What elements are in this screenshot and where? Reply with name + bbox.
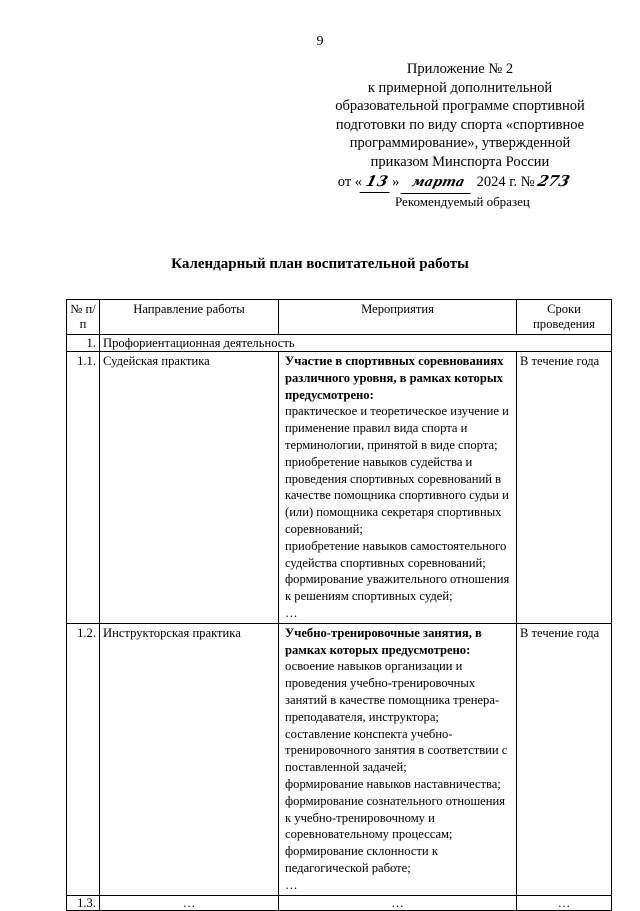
events-item: составление конспекта учебно-тренировочного занятия в соответствии с поставленной задачей; xyxy=(285,726,508,775)
events-item: формирование склонности к педагогической работе; xyxy=(285,844,438,875)
header-events: Мероприятия xyxy=(279,300,517,335)
handwritten-order-number: 273 xyxy=(536,171,572,190)
handwritten-month: марта xyxy=(400,174,475,194)
row-terms: … xyxy=(517,895,612,910)
row-num: 1.3. xyxy=(67,895,100,910)
page-number: 9 xyxy=(316,34,324,49)
order-date-line xyxy=(300,172,620,194)
row-direction: … xyxy=(100,895,279,910)
events-lead: Участие в спортивных соревнованиях различного уровня, в рамках которых предусмотрено: xyxy=(285,354,504,402)
row-terms: В течение года xyxy=(517,352,612,624)
appendix-header xyxy=(300,60,620,193)
section-num: 1. xyxy=(67,335,100,352)
events-item: освоение навыков организации и проведения учебно-тренировочных занятий в качестве помощника тренера-преподавателя, инструктора; xyxy=(285,659,500,724)
appendix-line: приказом Минспорта России xyxy=(370,153,550,170)
date-prefix: от « xyxy=(337,173,363,190)
header-num: № п/п xyxy=(67,300,100,335)
events-item: приобретение навыков самостоятельного судейства спортивных соревнований; xyxy=(285,538,507,570)
section-row xyxy=(67,335,612,352)
appendix-line: образовательной программе спортивной xyxy=(335,98,585,115)
table-row xyxy=(67,352,612,624)
events-item: формирование навыков наставничества; xyxy=(285,776,501,791)
header-terms: Сроки проведения xyxy=(517,300,612,335)
events-item: формирование уважительного отношения к решениям спортивных судей; xyxy=(285,572,510,604)
section-title: Профориентационная деятельность xyxy=(100,335,612,352)
events-item: практическое и теоретическое изучение и применение правил вида спорта и терминологии, принятой в виде спорта; xyxy=(285,404,509,452)
events-lead: Учебно-тренировочные занятия, в рамках которых предусмотрено: xyxy=(285,625,482,657)
row-direction: Судейская практика xyxy=(100,352,279,624)
row-events xyxy=(279,623,517,895)
row-num: 1.1. xyxy=(67,352,100,624)
row-terms: В течение года xyxy=(517,623,612,895)
row-events xyxy=(279,352,517,624)
table-row xyxy=(67,623,612,895)
appendix-line: к примерной дополнительной xyxy=(367,79,553,96)
row-num: 1.2. xyxy=(67,623,100,895)
handwritten-day: 13 xyxy=(360,173,395,193)
document-title: Календарный план воспитательной работы xyxy=(171,256,469,272)
row-direction: Инструкторская практика xyxy=(100,623,279,895)
appendix-line: программирование», утвержденной xyxy=(349,135,571,152)
table-row xyxy=(67,895,612,910)
appendix-line: Приложение № 2 xyxy=(406,61,514,77)
date-mid: » xyxy=(392,173,400,190)
events-item: формирование сознательного отношения к учебно-тренировочному и соревновательному процессам; xyxy=(285,793,506,842)
plan-table xyxy=(66,299,612,911)
events-ellipsis: … xyxy=(285,605,298,620)
row-events: … xyxy=(279,895,517,910)
events-item: приобретение навыков судейства и проведения спортивных соревнований в качестве помощника спортивного судьи и (или) помощника секретаря спортивных соревнований; xyxy=(285,454,509,536)
table-header-row xyxy=(67,300,612,335)
events-ellipsis: … xyxy=(285,877,298,892)
recommended-sample-note: Рекомендуемый образец xyxy=(395,194,530,209)
appendix-line: подготовки по виду спорта «спортивное xyxy=(335,116,585,133)
header-direction: Направление работы xyxy=(100,300,279,335)
date-year: 2024 г. № xyxy=(476,173,535,190)
